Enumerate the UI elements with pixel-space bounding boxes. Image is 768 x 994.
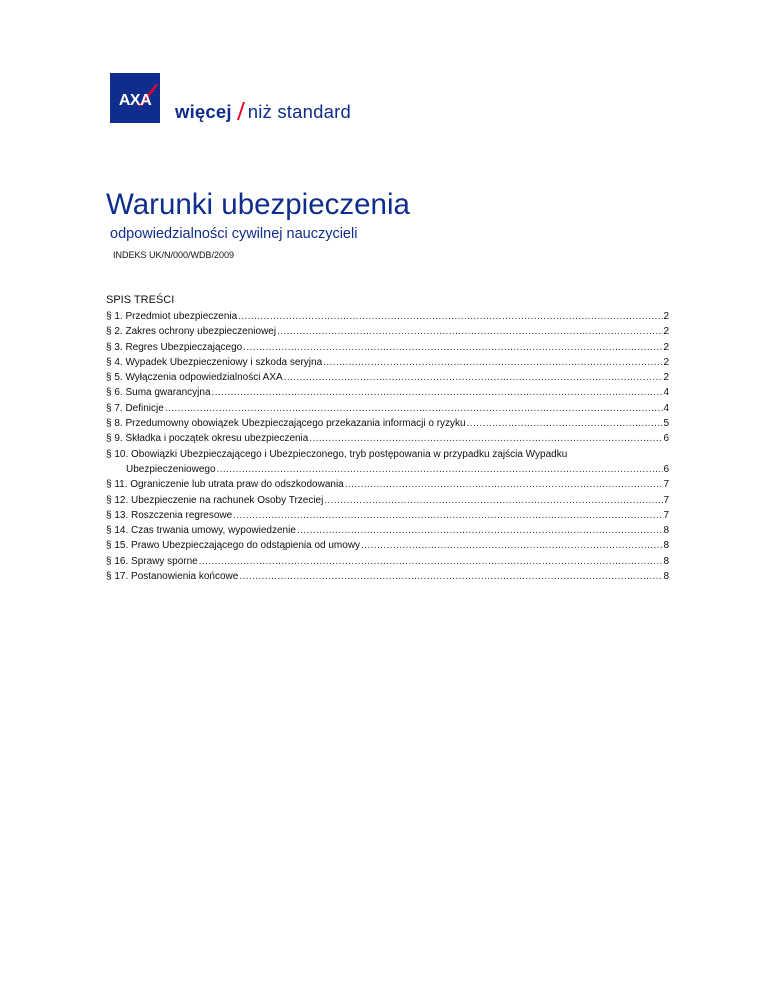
document-index: INDEKS UK/N/000/WDB/2009 — [113, 250, 235, 260]
toc-entry-page: 2 — [663, 356, 669, 368]
toc-entry-label: § 6. Suma gwarancyjna — [106, 387, 211, 399]
toc-entry-label: § 2. Zakres ochrony ubezpieczeniowej — [106, 326, 277, 338]
tagline-slash-icon — [236, 101, 245, 121]
toc-leader — [360, 538, 663, 553]
toc-entry-continuation — [106, 462, 669, 477]
toc-entry-6[interactable] — [106, 385, 669, 400]
toc-leader — [322, 355, 663, 370]
toc-entry-label: § 17. Postanowienia końcowe — [106, 571, 239, 583]
toc-entry-page: 4 — [663, 387, 669, 399]
toc-leader — [232, 508, 663, 523]
tagline-rest: niż standard — [247, 101, 351, 122]
toc-entry-label: § 12. Ubezpieczenie na rachunek Osoby Trzeciej — [106, 494, 324, 506]
toc-leader — [198, 554, 664, 569]
toc-entry-page: 8 — [663, 540, 669, 552]
toc-leader — [164, 401, 664, 416]
toc-entry-page: 2 — [663, 372, 669, 384]
toc-leader — [216, 462, 664, 477]
toc-entry-17[interactable] — [106, 569, 669, 584]
table-of-contents — [106, 309, 669, 584]
toc-entry-label: § 15. Prawo Ubezpieczającego do odstąpienia od umowy — [106, 540, 361, 552]
toc-entry-label: § 13. Roszczenia regresowe — [106, 509, 233, 521]
document-subtitle: odpowiedzialności cywilnej nauczycieli — [110, 226, 358, 242]
toc-entry-8[interactable] — [106, 416, 669, 431]
toc-entry-label: § 4. Wypadek Ubezpieczeniowy i szkoda seryjna — [106, 356, 323, 368]
toc-entry-page: 7 — [663, 494, 669, 506]
toc-leader — [323, 493, 663, 508]
toc-entry-2[interactable] — [106, 324, 669, 339]
toc-entry-label: § 1. Przedmiot ubezpieczenia — [106, 311, 238, 322]
toc-entry-label: § 3. Regres Ubezpieczającego — [106, 341, 243, 353]
toc-entry-11[interactable] — [106, 477, 669, 492]
axa-logo-mark — [110, 73, 160, 123]
toc-entry-page: 7 — [663, 479, 669, 491]
toc-entry-15[interactable] — [106, 538, 669, 553]
toc-entry-7[interactable] — [106, 401, 669, 416]
toc-leader — [296, 523, 664, 538]
toc-leader — [283, 370, 664, 385]
toc-leader — [276, 324, 663, 339]
toc-entry-page: 2 — [663, 311, 669, 322]
toc-leader — [308, 431, 663, 446]
toc-entry-13[interactable] — [106, 508, 669, 523]
toc-leader — [238, 569, 663, 584]
toc-leader — [211, 385, 664, 400]
toc-entry-page: 2 — [663, 326, 669, 338]
toc-entry-3[interactable] — [106, 340, 669, 355]
toc-entry-12[interactable] — [106, 493, 669, 508]
toc-entry-1[interactable] — [106, 309, 669, 324]
toc-entry-page: 8 — [663, 555, 669, 567]
tagline-bold: więcej — [175, 101, 232, 122]
toc-entry-label: § 7. Definicje — [106, 402, 164, 414]
toc-entry-label: § 10. Obowiązki Ubezpieczającego i Ubezpieczonego, tryb postępowania w przypadku zajścia Wypadku — [106, 448, 568, 460]
toc-heading: SPIS TREŚCI — [106, 294, 175, 306]
toc-entry-page: 8 — [663, 525, 669, 537]
axa-logo-text: AXA — [118, 92, 152, 109]
toc-entry-page: 6 — [663, 433, 669, 445]
toc-entry-5[interactable] — [106, 370, 669, 385]
toc-leader — [237, 309, 663, 324]
toc-entry-page: 4 — [663, 402, 669, 414]
toc-entry-label: § 8. Przedumowny obowiązek Ubezpieczającego przekazania informacji o ryzyku — [106, 418, 466, 430]
toc-entry-page: 8 — [663, 571, 669, 583]
toc-entry-16[interactable] — [106, 554, 669, 569]
toc-entry-label: § 5. Wyłączenia odpowiedzialności AXA — [106, 372, 283, 384]
toc-entry-label: § 9. Składka i początek okresu ubezpieczenia — [106, 433, 309, 445]
toc-entry-label: § 11. Ograniczenie lub utrata praw do odszkodowania — [106, 479, 344, 491]
toc-entry-14[interactable] — [106, 523, 669, 538]
toc-entry-page: 7 — [663, 509, 669, 521]
toc-entry-page: 2 — [663, 341, 669, 353]
toc-entry-4[interactable] — [106, 355, 669, 370]
toc-entry-page: 5 — [663, 418, 669, 430]
tagline — [175, 101, 351, 123]
toc-entry-label: § 14. Czas trwania umowy, wypowiedzenie — [106, 525, 296, 537]
toc-entry-9[interactable] — [106, 431, 669, 446]
toc-entry-10[interactable] — [106, 447, 669, 478]
toc-entry-label: § 16. Sprawy sporne — [106, 555, 198, 567]
toc-leader — [344, 477, 664, 492]
toc-leader — [466, 416, 664, 431]
document-title: Warunki ubezpieczenia — [106, 188, 410, 221]
toc-entry-label-cont: Ubezpieczeniowego — [126, 463, 216, 475]
toc-entry-page: 6 — [663, 463, 669, 475]
axa-logo — [110, 73, 160, 123]
toc-leader — [242, 340, 663, 355]
